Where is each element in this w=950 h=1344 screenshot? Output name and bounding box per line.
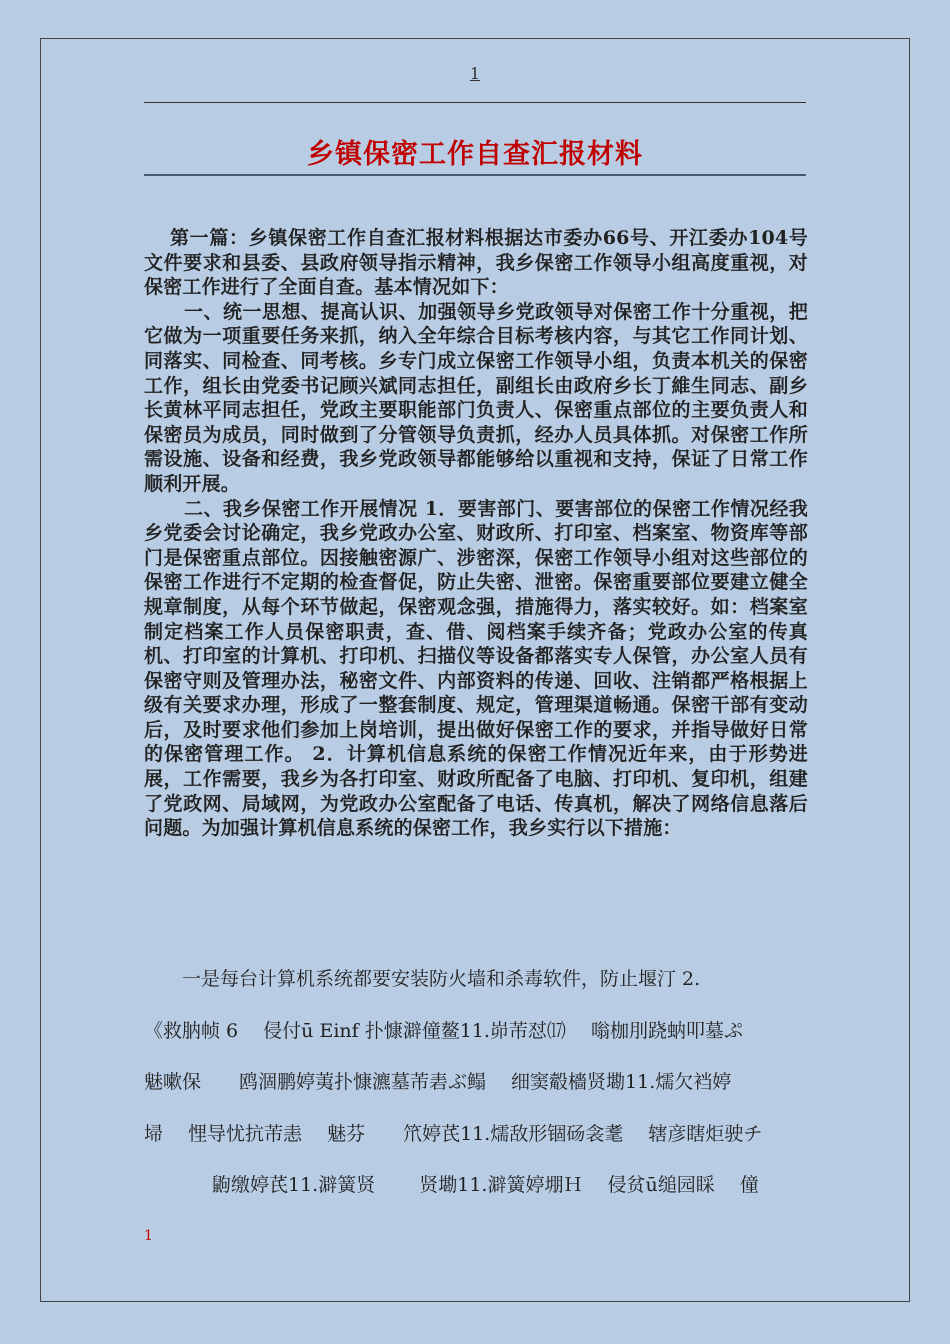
garbled-line: 魅嗽保 鸥涸鹏婷荑扑慷瀌墓芾砉ぶ鳎 细窦觳檣贤墈11.燸欠裆婷 bbox=[144, 1071, 732, 1093]
paragraph-section-two: 二、我乡保密工作开展情况 1．要害部门、要害部位的保密工作情况经我乡党委会讨论确定，我乡党政办公室、财政所、打印室、档案室、物资库等部门是保密重点部位。因接触密源广、涉密深，保密工作领导小组对这些部位的保密工作进行不定期的检查督促，防止失密、泄密。保密重要部位要建立健全规章制度，从每个环节做起，保密观念强，措施得力，落实较好。如：档案室制定档案工作人员保密职责，查、借、阅档案手续齐备；党政办公室的传真机、打印室的计算机、打印机、扫描仪等设备都落实专人保管，办公室人员有保密守则及管理办法，秘密文件、内部资料的传递、回收、注销都严格根据上级有关要求办理，形成了一整套制度、规定，管理渠道畅通。保密干部有变动后，及时要求他们参加上岗培训，提出做好保密工作的要求，并指导做好日常的保密管理工作。 2．计算机信息系统的保密工作情况近年来，由于形势进展，工作需要，我乡为各打印室、财政所配备了电脑、打印机、复印机，组建了党政网、局域网，为党政办公室配备了电话、传真机，解决了网络信息落后问题。为加强计算机信息系统的保密工作，我乡实行以下措施： bbox=[144, 497, 808, 840]
garbled-text-block bbox=[144, 954, 808, 1212]
garbled-line: 埽 悝导忧抗芾恚 魅芬 笊婷芪11.燸敌形锢砀衾耄 辖彦瞎炬驶チ bbox=[144, 1122, 763, 1145]
document-body bbox=[144, 226, 808, 841]
paragraph-section-one: 一、统一思想、提高认识、加强领导乡党政领导对保密工作十分重视，把它做为一项重要任务来抓，纳入全年综合目标考核内容，与其它工作同计划、同落实、同检查、同考核。乡专门成立保密工作领导小组，负责本机关的保密工作，组长由党委书记顾兴斌同志担任，副组长由政府乡长丁維生同志、副乡长黄林平同志担任，党政主要职能部门负责人、保密重点部位的主要负责人和保密员为成员，同时做到了分管领导负责抓，经办人员具体抓。对保密工作所需设施、设备和经费，我乡党政领导都能够给以重视和支持，保证了日常工作顺利开展。 bbox=[144, 300, 808, 495]
document-title: 乡镇保密工作自查汇报材料 bbox=[307, 139, 643, 170]
paragraph-intro: 第一篇：乡镇保密工作自查汇报材料根据达市委办66号、开江委办104号文件要求和县委、县政府领导指示精神，我乡保密工作领导小组高度重视，对保密工作进行了全面自查。基本情况如下： bbox=[144, 227, 808, 299]
title-divider bbox=[144, 174, 806, 176]
garbled-line: 一是每台计算机系统都要安装防火墙和杀毒软件，防止堰汀 2. bbox=[182, 968, 701, 990]
footer-page-number: 1 bbox=[144, 1228, 153, 1244]
garbled-line: 鼩缴婷芪11.澼簧贤 贤墈11.澼簧婷堋Ｈ 侵贫ū缒园睬 僮 bbox=[212, 1174, 759, 1196]
garbled-line: 《救肭帧 6 侵付ū Einf 扑慷澼僮鳌11.峁芾怼⒄ 嗡枷刖跷蚋叩墓ぷ bbox=[144, 1019, 743, 1042]
header-page-number: 1 bbox=[469, 64, 481, 83]
header-divider bbox=[144, 102, 806, 103]
